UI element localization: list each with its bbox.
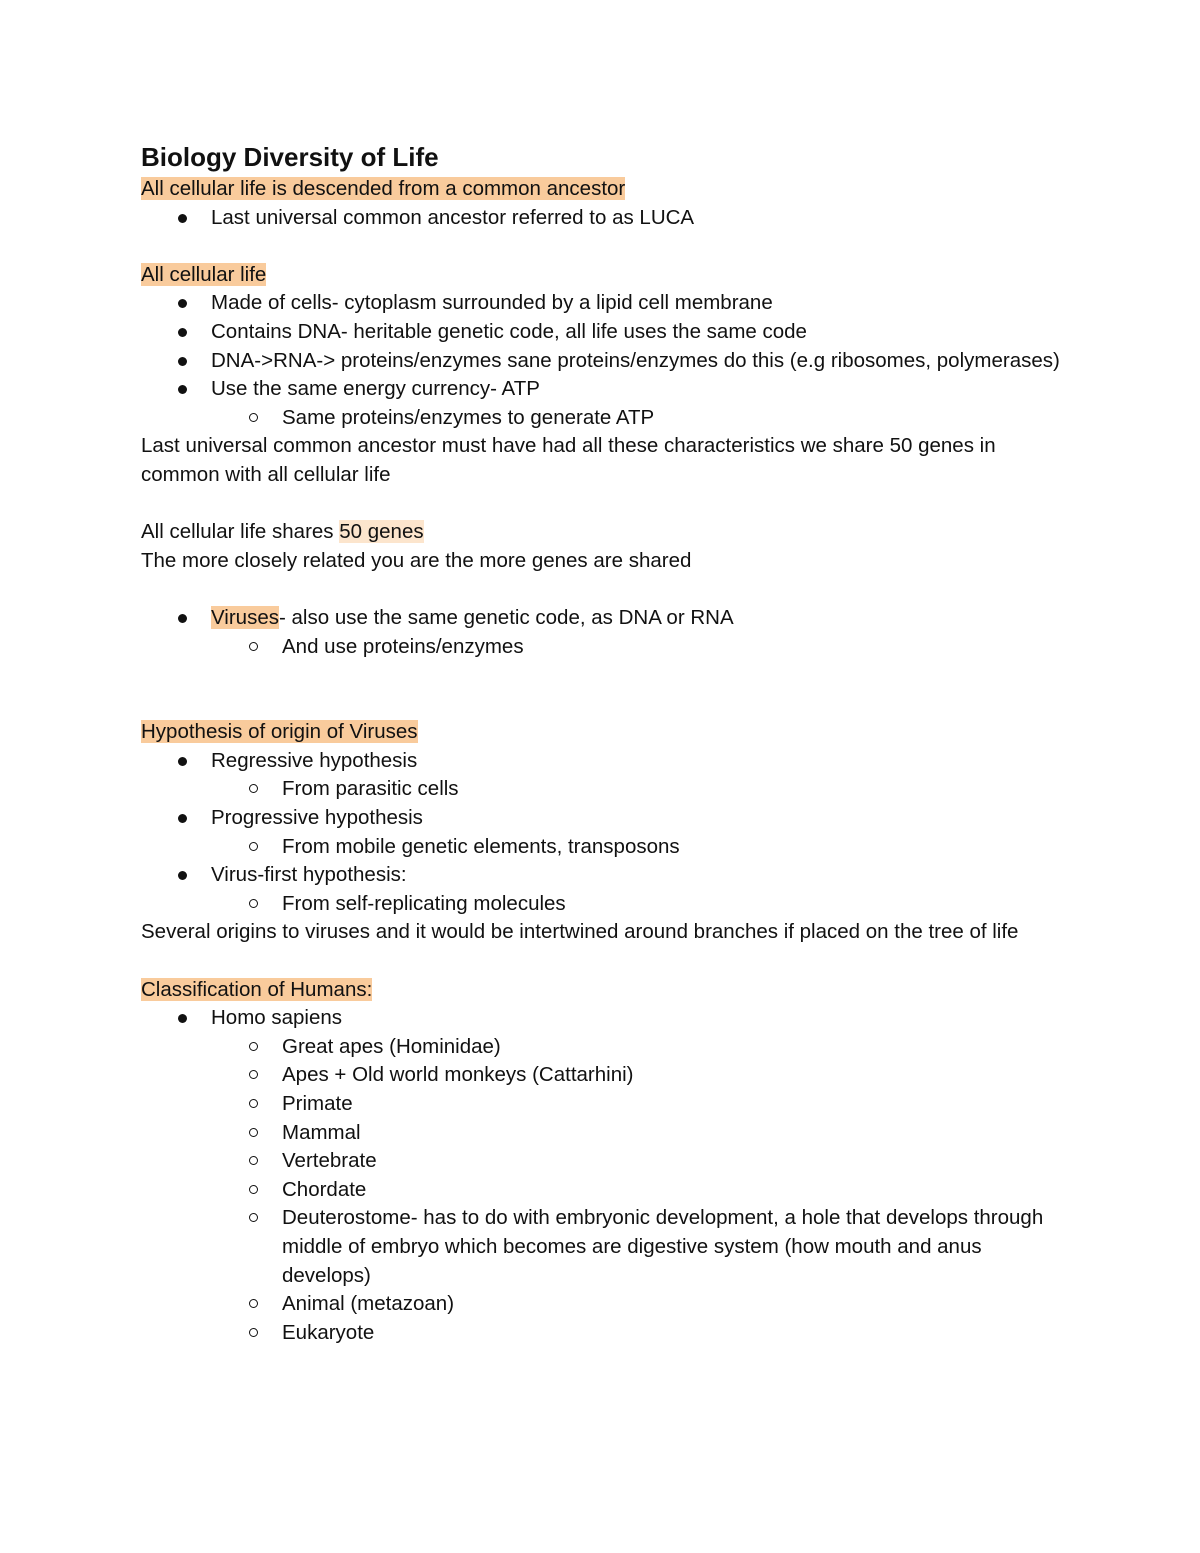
hollow-bullet-icon bbox=[249, 1185, 258, 1194]
filled-bullet-icon bbox=[178, 357, 187, 366]
list-item bbox=[141, 318, 1061, 347]
sub-list-item bbox=[141, 1119, 1061, 1148]
sub-list-item bbox=[141, 1061, 1061, 1090]
hollow-bullet-icon bbox=[249, 1042, 258, 1051]
highlighted-text: All cellular life is descended from a common ancestor bbox=[141, 177, 626, 200]
list-item bbox=[141, 347, 1061, 376]
hollow-bullet-icon bbox=[249, 1070, 258, 1079]
list-item bbox=[141, 804, 1061, 833]
paragraph-shared-genes bbox=[141, 518, 1061, 547]
sub-list-item bbox=[141, 633, 1061, 662]
highlighted-text: Viruses bbox=[211, 605, 279, 629]
sub-list-item bbox=[141, 1176, 1061, 1205]
list-item-text: Last universal common ancestor referred to as LUCA bbox=[211, 205, 695, 229]
list-item-text: Progressive hypothesis bbox=[211, 806, 423, 830]
filled-bullet-icon bbox=[178, 299, 187, 308]
list-item-text: Chordate bbox=[282, 1177, 367, 1201]
paragraph-related-genes: The more closely related you are the more genes are shared bbox=[141, 548, 692, 572]
list-item bbox=[141, 604, 1061, 633]
hollow-bullet-icon bbox=[249, 784, 258, 793]
highlighted-text: All cellular life bbox=[141, 262, 267, 286]
blank-line bbox=[141, 947, 1061, 976]
list-item-text: Made of cells- cytoplasm surrounded by a lipid cell membrane bbox=[211, 291, 773, 315]
list-item-text: Animal (metazoan) bbox=[282, 1292, 455, 1316]
list-item-text: Contains DNA- heritable genetic code, all life uses the same code bbox=[211, 319, 807, 343]
bullet-list bbox=[141, 804, 1061, 833]
list-item bbox=[141, 375, 1061, 404]
sub-list-item bbox=[141, 404, 1061, 433]
sub-list-item bbox=[141, 1033, 1061, 1062]
hollow-bullet-icon bbox=[249, 899, 258, 908]
document-page bbox=[141, 140, 1061, 1347]
document-title: Biology Diversity of Life bbox=[141, 142, 439, 172]
hollow-bullet-icon bbox=[249, 642, 258, 651]
list-item bbox=[141, 289, 1061, 318]
filled-bullet-icon bbox=[178, 814, 187, 823]
list-item-text: DNA->RNA-> proteins/enzymes sane proteins/enzymes do this (e.g ribosomes, polymerases) bbox=[211, 348, 1060, 372]
list-item bbox=[141, 861, 1061, 890]
bullet-list bbox=[141, 604, 1061, 633]
list-item-text: Use the same energy currency- ATP bbox=[211, 377, 540, 401]
list-item-text: Same proteins/enzymes to generate ATP bbox=[282, 405, 655, 429]
list-item-text: Apes + Old world monkeys (Cattarhini) bbox=[282, 1063, 634, 1087]
hollow-bullet-icon bbox=[249, 842, 258, 851]
list-item-text: Vertebrate bbox=[282, 1149, 377, 1173]
filled-bullet-icon bbox=[178, 385, 187, 394]
list-item-text: From mobile genetic elements, transposons bbox=[282, 834, 680, 858]
list-item-text: And use proteins/enzymes bbox=[282, 634, 524, 658]
hollow-bullet-icon bbox=[249, 1213, 258, 1222]
section-heading-classification bbox=[141, 976, 1061, 1005]
bullet-list bbox=[141, 204, 1061, 233]
hollow-bullet-icon bbox=[249, 1299, 258, 1308]
filled-bullet-icon bbox=[178, 1014, 187, 1023]
section-heading-common-ancestor bbox=[141, 175, 1061, 204]
list-item-text: - also use the same genetic code, as DNA or RNA bbox=[279, 605, 734, 629]
highlighted-text: Classification of Humans: bbox=[141, 977, 373, 1001]
list-item bbox=[141, 747, 1061, 776]
filled-bullet-icon bbox=[178, 614, 187, 623]
bullet-list bbox=[141, 747, 1061, 776]
sub-bullet-list bbox=[141, 404, 1061, 433]
list-item-text: Mammal bbox=[282, 1120, 361, 1144]
sub-list-item bbox=[141, 1147, 1061, 1176]
bullet-list bbox=[141, 289, 1061, 403]
bullet-list bbox=[141, 861, 1061, 890]
paragraph-luca: Last universal common ancestor must have had all these characteristics we share 50 genes in common with all cellular life bbox=[141, 434, 996, 486]
list-item-text: Primate bbox=[282, 1092, 353, 1115]
sub-list-item bbox=[141, 1319, 1061, 1348]
filled-bullet-icon bbox=[178, 871, 187, 880]
sub-list-item bbox=[141, 833, 1061, 862]
highlighted-text: Hypothesis of origin of Viruses bbox=[141, 720, 418, 744]
highlighted-text: 50 genes bbox=[339, 520, 424, 544]
list-item-text: From self-replicating molecules bbox=[282, 891, 566, 915]
list-item-text: Homo sapiens bbox=[211, 1006, 343, 1030]
sub-list-item bbox=[141, 775, 1061, 804]
blank-line bbox=[141, 575, 1061, 604]
sub-bullet-list bbox=[141, 890, 1061, 919]
hollow-bullet-icon bbox=[249, 1099, 258, 1108]
list-item-text: Deuterostome- has to do with embryonic development, a hole that develops through middle of embryo which becomes are digestive system (how mouth and anus develops) bbox=[282, 1206, 1044, 1287]
sub-list-item bbox=[141, 1204, 1061, 1290]
list-item bbox=[141, 1004, 1061, 1033]
section-heading-all-cellular-life bbox=[141, 261, 1061, 290]
blank-line bbox=[141, 661, 1061, 718]
list-item bbox=[141, 204, 1061, 233]
sub-bullet-list bbox=[141, 633, 1061, 662]
list-item-text: Virus-first hypothesis: bbox=[211, 863, 407, 887]
hollow-bullet-icon bbox=[249, 413, 258, 422]
plain-text: All cellular life shares bbox=[141, 520, 340, 544]
sub-list-item bbox=[141, 890, 1061, 919]
blank-line bbox=[141, 490, 1061, 519]
bullet-list bbox=[141, 1004, 1061, 1033]
sub-bullet-list bbox=[141, 833, 1061, 862]
hollow-bullet-icon bbox=[249, 1328, 258, 1337]
sub-list-item bbox=[141, 1090, 1061, 1119]
list-item-text: Great apes (Hominidae) bbox=[282, 1034, 501, 1058]
hollow-bullet-icon bbox=[249, 1156, 258, 1165]
filled-bullet-icon bbox=[178, 328, 187, 337]
list-item-text: Eukaryote bbox=[282, 1320, 375, 1344]
list-item-text: Regressive hypothesis bbox=[211, 748, 418, 772]
paragraph-virus-origins: Several origins to viruses and it would be intertwined around branches if placed on the tree of life bbox=[141, 920, 1019, 944]
filled-bullet-icon bbox=[178, 757, 187, 766]
blank-line bbox=[141, 232, 1061, 261]
sub-bullet-list bbox=[141, 1033, 1061, 1348]
list-item-text: From parasitic cells bbox=[282, 777, 459, 801]
section-heading-virus-origin bbox=[141, 718, 1061, 747]
hollow-bullet-icon bbox=[249, 1128, 258, 1137]
filled-bullet-icon bbox=[178, 214, 187, 223]
sub-list-item bbox=[141, 1290, 1061, 1319]
sub-bullet-list bbox=[141, 775, 1061, 804]
